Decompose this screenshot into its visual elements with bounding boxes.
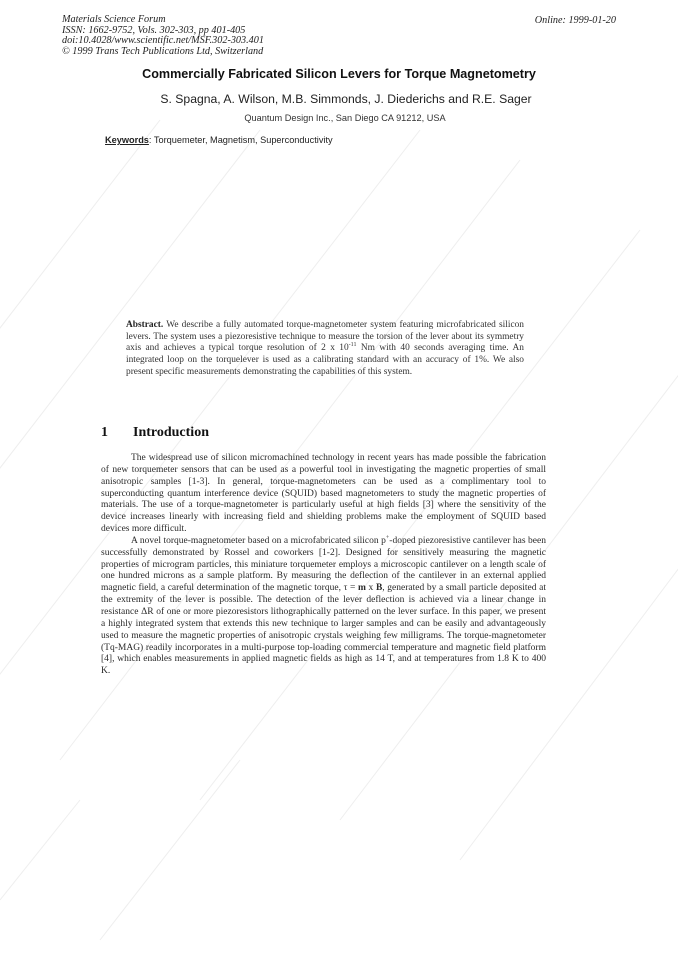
keywords-line xyxy=(105,135,333,145)
section-heading xyxy=(101,425,209,441)
section-title: Introduction xyxy=(133,425,209,440)
journal-name: Materials Science Forum xyxy=(62,14,166,25)
issn-line: ISSN: 1662-9752, Vols. 302-303, pp 401-405 xyxy=(62,24,246,36)
section-number: 1 xyxy=(101,425,108,440)
online-date: Online: 1999-01-20 xyxy=(534,15,616,26)
abstract-text-part1: We describe a fully automated torque-magnetometer system featuring microfabricated silicon levers. The system uses a piezoresistive technique to measure the torsion of the lever about its symmetry axis and achieves a typical torque resolution of 2 x 10 xyxy=(126,320,524,354)
para2-text-b: -doped piezoresistive cantilever has been successfully demonstrated by Rossel and coworkers [1-2]. Designed for sensitively measuring the magnetic properties of microgram particles, this miniature torquemeter employs a microscopic cantilever on a length scale of one hundred microns as a sample platform. By measuring the deflection of the cantilever in an external applied magnetic field, a careful determination of the magnetic torque, τ = xyxy=(101,535,546,594)
affiliation: Quantum Design Inc., San Diego CA 91212, USA xyxy=(244,113,446,123)
para2-text-c: , generated by a small particle deposited at the extremity of the lever is possible. The detection of the lever deflection is achieved via a linear change in resistance ΔR of one or more piezoresistors lithographically patterned on the lever surface. In this paper, we present a highly integrated system that extends this new technique to larger samples and can be easily and advantageously used to measure the magnetic properties of anisotropic crystals weighing few milligrams. The torque-magnetometer (Tq-MAG) readily incorporates in a multi-purpose top-loading commercial temperature and magnetic field platform [4], which enables measurements in applied magnetic fields as high as 14 T, and at temperatures from 1.8 K to 400 K. xyxy=(101,583,547,677)
abstract xyxy=(126,320,524,379)
para2-times: x xyxy=(365,583,376,594)
author-list: S. Spagna, A. Wilson, M.B. Simmonds, J. Diederichs and R.E. Sager xyxy=(160,92,532,106)
keywords-text: Torquemeter, Magnetism, Superconductivity xyxy=(153,135,333,145)
keywords-label: Keywords xyxy=(105,135,149,145)
abstract-text-part2: Nm with 40 seconds averaging time. An integrated loop on the torquelever is used as a calibrating standard with an accuracy of 1%. We also present specific measurements demonstrating the capabilities of this system. xyxy=(126,343,524,377)
abstract-label: Abstract. xyxy=(126,320,164,330)
paper-title: Commercially Fabricated Silicon Levers for Torque Magnetometry xyxy=(142,67,536,81)
introduction-body xyxy=(101,453,546,678)
intro-paragraph-1: The widespread use of silicon micromachined technology in recent years has made possible the fabrication of new torquemeter sensors that can be used as a powerful tool in investigating the magnetic properties of small anisotropic samples [1-3]. In general, torque-magnetometers can be used as a complimentary tool to superconducting quantum interference device (SQUID) based magnetometers to study the magnetic properties of materials. The use of a torque-magnetometer is particularly useful at high fields [3] where the sensitivity of the device increases linearly with increasing field and shielding problems make the employment of SQUID based devices more difficult. xyxy=(101,453,546,535)
para2-symbol-b: B xyxy=(375,583,383,594)
doi-line: doi:10.4028/www.scientific.net/MSF.302-303.401 xyxy=(62,35,264,47)
para2-text-a: A novel torque-magnetometer based on a microfabricated silicon p xyxy=(131,535,386,546)
para2-superscript: + xyxy=(385,534,390,541)
para2-symbol-m: m xyxy=(358,583,366,594)
abstract-exponent: -11 xyxy=(348,342,357,349)
copyright-line: © 1999 Trans Tech Publications Ltd, Switzerland xyxy=(62,45,264,57)
intro-paragraph-2 xyxy=(101,536,546,678)
keywords-colon: : xyxy=(148,135,154,145)
journal-header xyxy=(62,15,264,57)
